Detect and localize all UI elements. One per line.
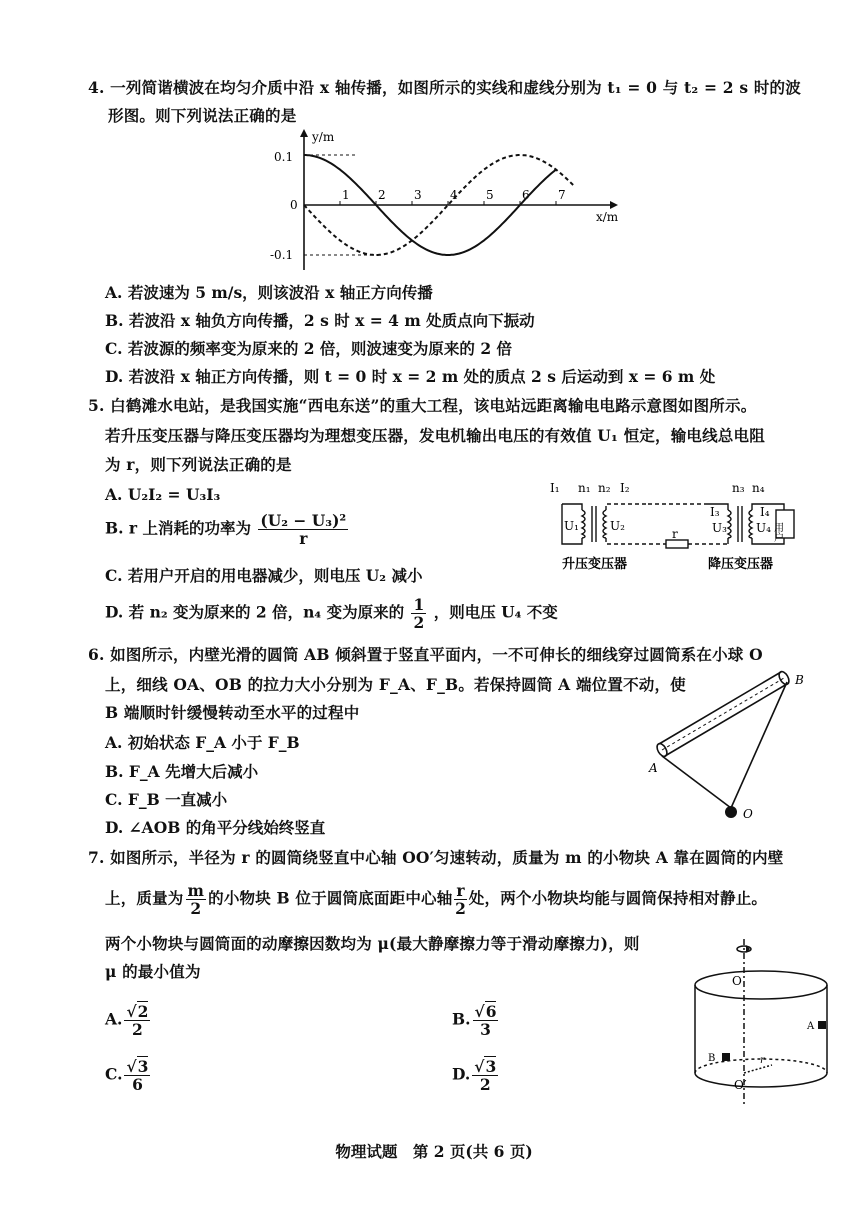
q5-option-d-text: D. 若 n₂ 变为原来的 2 倍，n₄ 变为原来的 — [105, 602, 405, 622]
q5-stem-line1: 5. 白鹤滩水电站，是我国实施“西电东送”的重大工程，该电站远距离输电电路示意图如图所示。 — [88, 396, 757, 415]
q7-option-a-num: √2 — [126, 1002, 149, 1021]
q7-option-d-den: 2 — [479, 1075, 491, 1094]
q6-label-o: O — [743, 807, 753, 821]
q7-label-o-prime: O′ — [734, 1078, 747, 1092]
q5-option-b[interactable] — [105, 512, 350, 547]
q4-option-a[interactable]: A. 若波速为 5 m/s，则该波沿 x 轴正方向传播 — [105, 283, 433, 302]
q5-stem-line2: 若升压变压器与降压变压器均为理想变压器，发电机输出电压的有效值 U₁ 恒定，输电线总电阻 — [105, 426, 765, 445]
q7-stem-line3: 两个小物块与圆筒面的动摩擦因数均为 μ(最大静摩擦力等于滑动摩擦力)，则 — [105, 934, 640, 953]
q7-stem-line2 — [105, 882, 767, 917]
q4-x-tick-label: 4 — [450, 188, 458, 202]
q4-x-tick-label: 6 — [522, 188, 530, 202]
q6-stem-line3: B 端顺时针缓慢转动至水平的过程中 — [105, 703, 360, 722]
q5-stem-line3: 为 r，则下列说法正确的是 — [105, 455, 292, 474]
q5-option-d-fraction — [411, 596, 426, 631]
q7-option-a-fraction — [124, 1003, 150, 1038]
q4-y-tick-bottom: -0.1 — [270, 248, 294, 262]
q4-y-tick-top: 0.1 — [274, 150, 294, 164]
q4-stem-line1: 4. 一列简谐横波在均匀介质中沿 x 轴传播，如图所示的实线和虚线分别为 t₁ = 0 与 t₂ = 2 s 时的波 — [88, 78, 801, 97]
q7-option-c[interactable] — [105, 1058, 152, 1093]
q5-label-u1: U₁ — [564, 519, 579, 533]
q5-label-u4: U₄ — [756, 521, 771, 535]
q7-option-d[interactable] — [452, 1058, 500, 1093]
q7-option-d-num: √3 — [474, 1057, 497, 1076]
q4-x-tick-label: 2 — [378, 188, 386, 202]
q5-label-n4: n₄ — [752, 481, 765, 495]
q4-x-tick-label: 1 — [342, 188, 350, 202]
q5-step-down-label: 降压变压器 — [708, 557, 774, 572]
q4-x-tick-label: 5 — [486, 188, 494, 202]
q7-option-a[interactable] — [105, 1003, 152, 1038]
q6-option-d[interactable]: D. ∠AOB 的角平分线始终竖直 — [105, 818, 326, 837]
q7-option-b-num: √6 — [474, 1002, 497, 1021]
q6-tube-diagram — [645, 668, 815, 828]
q5-label-i1: I₁ — [550, 481, 560, 495]
q6-option-c[interactable]: C. F_B 一直减小 — [105, 790, 228, 809]
q7-mass-fraction — [186, 882, 207, 917]
q5-label-n2: n₂ — [598, 481, 611, 495]
q7-line2-text-a: 上，质量为 — [105, 888, 184, 908]
q7-label-b: B — [708, 1053, 716, 1064]
q4-x-axis-label: x/m — [596, 210, 619, 224]
q5-option-a[interactable]: A. U₂I₂ = U₃I₃ — [105, 485, 221, 504]
q7-radius-den: 2 — [455, 899, 467, 918]
q7-option-b-den: 3 — [480, 1020, 491, 1039]
q7-option-a-label: A. — [105, 1009, 123, 1029]
q5-option-b-numerator: (U₂ − U₃)² — [260, 511, 347, 530]
q6-stem-line2: 上，细线 OA、OB 的拉力大小分别为 F_A、F_B。若保持圆筒 A 端位置不动，使 — [105, 675, 686, 694]
q7-stem-line4: μ 的最小值为 — [105, 962, 201, 981]
q5-option-d-denominator: 2 — [413, 613, 425, 632]
q4-y-axis-label: y/m — [312, 130, 335, 144]
q5-option-c[interactable]: C. 若用户开启的用电器减少，则电压 U₂ 减小 — [105, 566, 423, 585]
q7-option-c-num: √3 — [126, 1057, 149, 1076]
q7-option-a-den: 2 — [132, 1020, 143, 1039]
q4-stem-line2: 形图。则下列说法正确的是 — [108, 106, 297, 125]
q4-y-tick-zero: 0 — [290, 198, 298, 212]
q7-mass-num: m — [187, 881, 205, 900]
q5-option-b-text: B. r 上消耗的功率为 — [105, 518, 251, 538]
q7-cylinder-diagram — [686, 935, 836, 1110]
q4-option-b[interactable]: B. 若波沿 x 轴负方向传播，2 s 时 x = 4 m 处质点向下振动 — [105, 311, 535, 330]
q5-transmission-diagram — [548, 480, 808, 575]
q7-label-r: r — [760, 1055, 765, 1066]
q6-label-b: B — [795, 673, 804, 687]
q4-option-c[interactable]: C. 若波源的频率变为原来的 2 倍，则波速变为原来的 2 倍 — [105, 339, 513, 358]
q7-option-c-fraction — [124, 1058, 150, 1093]
q4-option-d[interactable]: D. 若波沿 x 轴正方向传播，则 t = 0 时 x = 2 m 处的质点 2 s 后运动到 x = 6 m 处 — [105, 367, 716, 386]
q7-line2-text-b: 的小物块 B 位于圆筒底面距中心轴 — [208, 888, 453, 908]
q6-label-a: A — [649, 761, 658, 775]
q7-option-b-fraction — [473, 1003, 499, 1038]
q5-label-r: r — [672, 527, 678, 541]
q5-option-b-fraction — [258, 512, 348, 547]
q4-wave-graph — [270, 125, 630, 275]
q5-label-i4: I₄ — [760, 505, 770, 519]
q5-user-label: 用户 — [771, 522, 783, 542]
q7-mass-den: 2 — [190, 899, 202, 918]
q5-label-i2: I₂ — [620, 481, 630, 495]
q5-label-i3: I₃ — [710, 505, 720, 519]
q7-option-b-label: B. — [452, 1009, 471, 1029]
q6-option-b[interactable]: B. F_A 先增大后减小 — [105, 762, 259, 781]
q7-option-c-den: 6 — [132, 1075, 143, 1094]
q7-label-o: O — [732, 974, 742, 988]
q7-stem-line1: 7. 如图所示，半径为 r 的圆筒绕竖直中心轴 OO′匀速转动，质量为 m 的小物块 A 靠在圆筒的内壁 — [88, 848, 784, 867]
page-footer: 物理试题 第 2 页(共 6 页) — [335, 1142, 533, 1161]
q5-label-n1: n₁ — [578, 481, 591, 495]
q7-option-d-label: D. — [452, 1064, 471, 1084]
q5-label-u3: U₃ — [712, 521, 727, 535]
q5-step-up-label: 升压变压器 — [562, 557, 628, 572]
q4-x-tick-label: 7 — [558, 188, 566, 202]
q7-option-c-label: C. — [105, 1064, 123, 1084]
q5-option-d[interactable] — [105, 596, 558, 631]
q7-radius-fraction — [454, 882, 466, 917]
q5-label-u2: U₂ — [610, 519, 625, 533]
q5-option-d-suffix: ，则电压 U₄ 不变 — [433, 602, 558, 622]
q7-radius-num: r — [456, 881, 465, 900]
q7-option-d-fraction — [472, 1058, 498, 1093]
q5-option-d-numerator: 1 — [413, 595, 425, 614]
q5-label-n3: n₃ — [732, 481, 745, 495]
q6-stem-line1: 6. 如图所示，内壁光滑的圆筒 AB 倾斜置于竖直平面内，一不可伸长的细线穿过圆筒系在小球 O — [88, 645, 763, 664]
q4-x-tick-label: 3 — [414, 188, 422, 202]
q7-line2-text-c: 处，两个小物块均能与圆筒保持相对静止。 — [468, 888, 768, 908]
q7-option-b[interactable] — [452, 1003, 500, 1038]
q7-label-a: A — [807, 1021, 815, 1032]
q6-option-a[interactable]: A. 初始状态 F_A 小于 F_B — [105, 733, 300, 752]
q5-option-b-denominator: r — [299, 529, 308, 548]
